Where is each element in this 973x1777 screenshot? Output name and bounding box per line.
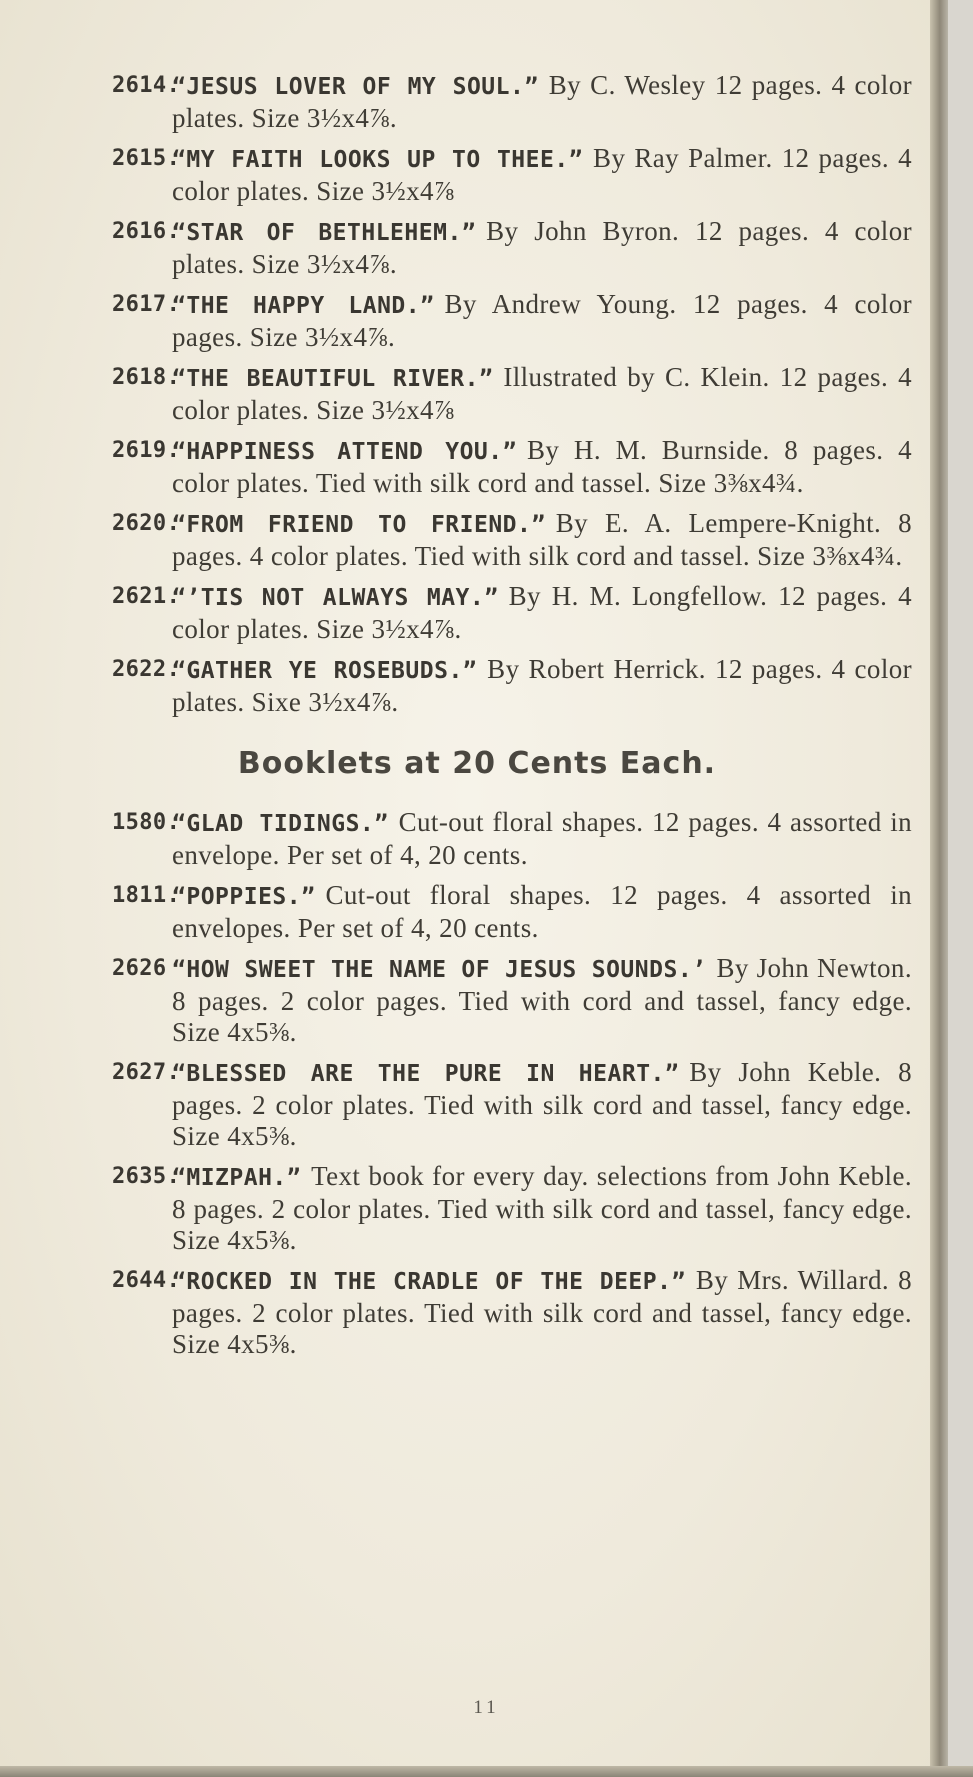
- catalog-entry: [112, 289, 912, 353]
- catalog-entry: [112, 581, 912, 645]
- entry-title: “HOW SWEET THE NAME OF JESUS SOUNDS.’: [172, 957, 707, 983]
- entries-column: [112, 70, 912, 1369]
- entry-number: 2622.: [112, 657, 181, 682]
- entry-number: 2615.: [112, 146, 181, 171]
- entry-description: By C. Wesley 12 pages. 4 color plates. Size 3½x4⅞.: [172, 70, 913, 133]
- entry-title: “HAPPINESS ATTEND YOU.”: [172, 439, 517, 465]
- entry-title: “STAR OF BETHLEHEM.”: [172, 220, 477, 246]
- catalog-entry: [112, 216, 912, 280]
- page-bottom-edge: [0, 1766, 973, 1777]
- entry-number: 2626: [112, 956, 167, 981]
- page-spine-shadow: [930, 0, 948, 1777]
- entry-title: “THE HAPPY LAND.”: [172, 293, 435, 319]
- entry-number: 2616.: [112, 219, 181, 244]
- entry-number: 2618.: [112, 365, 181, 390]
- entry-description: Cut-out floral shapes. 12 pages. 4 assorted in envelopes. Per set of 4, 20 cents.: [172, 880, 912, 943]
- catalog-entry: [112, 1161, 912, 1256]
- entry-title: “MIZPAH.”: [172, 1165, 302, 1191]
- entry-title: “GLAD TIDINGS.”: [172, 811, 389, 837]
- entry-number: 2619.: [112, 438, 181, 463]
- entry-description: By E. A. Lempere-Knight. 8 pages. 4 color plates. Tied with silk cord and tassel. Size 3⅜x4¾.: [172, 508, 912, 571]
- entry-title: “MY FAITH LOOKS UP TO THEE.”: [172, 147, 584, 173]
- entry-title: “THE BEAUTIFUL RIVER.”: [172, 366, 494, 392]
- page-number: 11: [473, 1697, 500, 1718]
- catalog-entry: [112, 362, 912, 426]
- entry-description: By Ray Palmer. 12 pages. 4 color plates. Size 3½x4⅞: [172, 143, 912, 206]
- catalog-entry: [112, 1265, 912, 1360]
- entry-description: By H. M. Burnside. 8 pages. 4 color plates. Tied with silk cord and tassel. Size 3⅜x4¾.: [172, 435, 912, 498]
- catalog-entry: [112, 1057, 912, 1152]
- entry-description: By H. M. Longfellow. 12 pages. 4 color plates. Size 3½x4⅞.: [172, 581, 912, 644]
- entry-title: “ROCKED IN THE CRADLE OF THE DEEP.”: [172, 1269, 686, 1295]
- entry-number: 2614.: [112, 73, 181, 98]
- entry-number: 1811.: [112, 883, 181, 908]
- entry-description: By Robert Herrick. 12 pages. 4 color plates. Sixe 3½x4⅞.: [172, 654, 913, 717]
- entry-number: 2617.: [112, 292, 181, 317]
- catalog-entry: [112, 143, 912, 207]
- catalog-entry: [112, 654, 912, 718]
- entry-description: By Mrs. Willard. 8 pages. 2 color plates. Tied with silk cord and tassel, fancy edge. Size 4x5⅜.: [172, 1265, 912, 1359]
- entry-number: 2620.: [112, 511, 181, 536]
- booklet-list-20-cents: [112, 807, 912, 1360]
- entry-number: 2627.: [112, 1060, 181, 1085]
- entry-title: “GATHER YE ROSEBUDS.”: [172, 658, 478, 684]
- catalog-entry: [112, 70, 912, 134]
- entry-description: By John Byron. 12 pages. 4 color plates. Size 3½x4⅞.: [172, 216, 912, 279]
- entry-number: 2644.: [112, 1268, 181, 1293]
- catalog-entry: [112, 508, 912, 572]
- entry-number: 2635.: [112, 1164, 181, 1189]
- entry-description: By John Newton. 8 pages. 2 color pages. Tied with cord and tassel, fancy edge. Size 4x5⅜.: [172, 953, 912, 1047]
- entry-description: Cut-out floral shapes. 12 pages. 4 assorted in envelope. Per set of 4, 20 cents.: [172, 807, 912, 870]
- catalog-entry: [112, 880, 912, 944]
- entry-description: Illustrated by C. Klein. 12 pages. 4 color plates. Size 3½x4⅞: [172, 362, 913, 425]
- booklet-list-top: [112, 70, 912, 718]
- entry-description: By John Keble. 8 pages. 2 color plates. Tied with silk cord and tassel, fancy edge. Size 4x5⅜.: [172, 1057, 912, 1151]
- catalog-entry: [112, 953, 912, 1048]
- catalog-entry: [112, 435, 912, 499]
- entry-title: “BLESSED ARE THE PURE IN HEART.”: [172, 1061, 680, 1087]
- entry-description: Text book for every day. selections from John Keble. 8 pages. 2 color plates. Tied with silk cord and tassel, fancy edge. Size 4x5⅜.: [172, 1161, 912, 1255]
- entry-number: 2621.: [112, 584, 181, 609]
- entry-number: 1580.: [112, 810, 181, 835]
- entry-description: By Andrew Young. 12 pages. 4 color pages. Size 3½x4⅞.: [172, 289, 912, 352]
- entry-title: “JESUS LOVER OF MY SOUL.”: [172, 74, 539, 100]
- entry-title: “’TIS NOT ALWAYS MAY.”: [172, 585, 499, 611]
- catalog-entry: [112, 807, 912, 871]
- entry-title: “FROM FRIEND TO FRIEND.”: [172, 512, 546, 538]
- section-heading: Booklets at 20 Cents Each.: [237, 746, 717, 781]
- entry-title: “POPPIES.”: [172, 884, 316, 910]
